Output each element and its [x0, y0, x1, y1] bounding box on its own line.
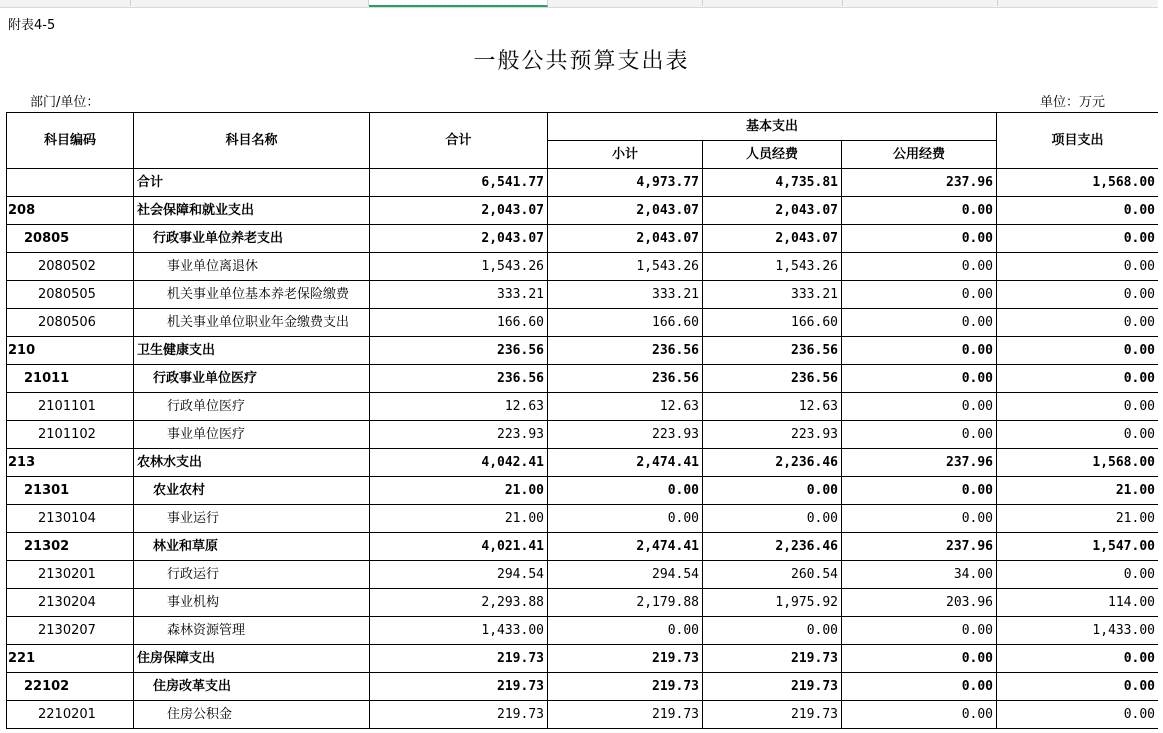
cell-code[interactable]: 2130204 [7, 589, 134, 617]
table-body [7, 169, 1159, 729]
cell-subtotal[interactable]: 4,973.77 [548, 169, 703, 197]
table-row [7, 533, 1159, 561]
cell-personnel[interactable]: 260.54 [703, 561, 842, 589]
cell-public[interactable]: 0.00 [842, 309, 997, 337]
cell-subtotal[interactable]: 0.00 [548, 617, 703, 645]
table-row [7, 645, 1159, 673]
cell-name[interactable]: 行政运行 [134, 561, 370, 589]
cell-project[interactable]: 0.00 [997, 701, 1159, 729]
cell-code[interactable]: 208 [7, 197, 134, 225]
cell-total[interactable]: 219.73 [370, 673, 548, 701]
table-row [7, 281, 1159, 309]
cell-project[interactable]: 1,568.00 [997, 169, 1159, 197]
cell-total[interactable]: 4,042.41 [370, 449, 548, 477]
cell-public[interactable]: 237.96 [842, 169, 997, 197]
table-row [7, 561, 1159, 589]
cell-project[interactable]: 0.00 [997, 561, 1159, 589]
cell-subtotal[interactable]: 223.93 [548, 421, 703, 449]
cell-subtotal[interactable]: 0.00 [548, 505, 703, 533]
department-label: 部门/单位： [30, 95, 100, 110]
cell-total[interactable]: 219.73 [370, 701, 548, 729]
cell-code[interactable]: 2130207 [7, 617, 134, 645]
page-title: 一般公共预算支出表 [473, 49, 690, 74]
cell-project[interactable]: 0.00 [997, 393, 1159, 421]
cell-public[interactable]: 0.00 [842, 477, 997, 505]
cell-public[interactable]: 0.00 [842, 281, 997, 309]
cell-code[interactable]: 221 [7, 645, 134, 673]
cell-public[interactable]: 0.00 [842, 393, 997, 421]
cell-personnel[interactable]: 4,735.81 [703, 169, 842, 197]
header-public[interactable]: 公用经费 [842, 141, 997, 169]
table-row [7, 477, 1159, 505]
cell-project[interactable]: 21.00 [997, 505, 1159, 533]
table-row [7, 337, 1159, 365]
cell-project[interactable]: 0.00 [997, 253, 1159, 281]
cell-name[interactable]: 社会保障和就业支出 [134, 197, 370, 225]
cell-total[interactable]: 333.21 [370, 281, 548, 309]
header-total[interactable]: 合计 [370, 113, 548, 169]
cell-name[interactable]: 机关事业单位基本养老保险缴费 [134, 281, 370, 309]
cell-personnel[interactable]: 2,236.46 [703, 449, 842, 477]
cell-total[interactable]: 1,543.26 [370, 253, 548, 281]
cell-subtotal[interactable]: 2,043.07 [548, 197, 703, 225]
cell-personnel[interactable]: 219.73 [703, 673, 842, 701]
cell-total[interactable]: 294.54 [370, 561, 548, 589]
cell-total[interactable]: 2,293.88 [370, 589, 548, 617]
budget-table [6, 112, 1159, 729]
cell-project[interactable]: 0.00 [997, 197, 1159, 225]
cell-subtotal[interactable]: 333.21 [548, 281, 703, 309]
cell-project[interactable]: 0.00 [997, 673, 1159, 701]
cell-personnel[interactable]: 333.21 [703, 281, 842, 309]
table-row [7, 253, 1159, 281]
cell-code[interactable]: 2130104 [7, 505, 134, 533]
header-code[interactable]: 科目编码 [7, 113, 134, 169]
cell-subtotal[interactable]: 236.56 [548, 365, 703, 393]
cell-public[interactable]: 0.00 [842, 337, 997, 365]
cell-name[interactable]: 住房改革支出 [134, 673, 370, 701]
cell-subtotal[interactable]: 12.63 [548, 393, 703, 421]
cell-public[interactable]: 237.96 [842, 449, 997, 477]
sheet-tab[interactable] [0, 0, 131, 6]
cell-name[interactable]: 行政事业单位养老支出 [134, 225, 370, 253]
cell-name[interactable]: 行政单位医疗 [134, 393, 370, 421]
cell-public[interactable]: 0.00 [842, 365, 997, 393]
header-subtotal[interactable]: 小计 [548, 141, 703, 169]
sheet-tab[interactable] [130, 0, 369, 6]
cell-code[interactable]: 2080505 [7, 281, 134, 309]
cell-public[interactable]: 0.00 [842, 421, 997, 449]
cell-project[interactable]: 0.00 [997, 645, 1159, 673]
cell-code[interactable]: 21302 [7, 533, 134, 561]
cell-project[interactable]: 114.00 [997, 589, 1159, 617]
table-row [7, 673, 1159, 701]
sheet-label: 附表4-5 [8, 18, 56, 33]
cell-public[interactable]: 0.00 [842, 253, 997, 281]
cell-code[interactable]: 210 [7, 337, 134, 365]
cell-code[interactable]: 21011 [7, 365, 134, 393]
sheet-tab[interactable] [842, 0, 998, 6]
cell-name[interactable]: 事业单位医疗 [134, 421, 370, 449]
cell-personnel[interactable]: 12.63 [703, 393, 842, 421]
cell-total[interactable]: 12.63 [370, 393, 548, 421]
cell-total[interactable]: 219.73 [370, 645, 548, 673]
cell-subtotal[interactable]: 294.54 [548, 561, 703, 589]
window-edge [1158, 0, 1163, 733]
cell-subtotal[interactable]: 219.73 [548, 701, 703, 729]
cell-code[interactable]: 2101101 [7, 393, 134, 421]
cell-project[interactable]: 1,547.00 [997, 533, 1159, 561]
cell-code[interactable]: 2210201 [7, 701, 134, 729]
cell-public[interactable]: 0.00 [842, 197, 997, 225]
cell-code[interactable]: 21301 [7, 477, 134, 505]
cell-subtotal[interactable]: 219.73 [548, 673, 703, 701]
cell-code[interactable]: 2130201 [7, 561, 134, 589]
table-row [7, 309, 1159, 337]
table-row [7, 197, 1159, 225]
cell-personnel[interactable]: 2,043.07 [703, 197, 842, 225]
header-project[interactable]: 项目支出 [997, 113, 1159, 169]
cell-subtotal[interactable]: 2,179.88 [548, 589, 703, 617]
cell-total[interactable]: 236.56 [370, 337, 548, 365]
unit-label: 单位：万元 [1040, 95, 1106, 110]
cell-subtotal[interactable]: 2,043.07 [548, 225, 703, 253]
cell-total[interactable]: 6,541.77 [370, 169, 548, 197]
header-basic[interactable]: 基本支出 [548, 113, 997, 141]
cell-subtotal[interactable]: 2,474.41 [548, 533, 703, 561]
table-row [7, 169, 1159, 197]
cell-name[interactable]: 住房保障支出 [134, 645, 370, 673]
cell-name[interactable]: 合计 [134, 169, 370, 197]
table-row [7, 225, 1159, 253]
cell-public[interactable]: 0.00 [842, 505, 997, 533]
cell-project[interactable]: 1,433.00 [997, 617, 1159, 645]
cell-name[interactable]: 农林水支出 [134, 449, 370, 477]
sheet-tab-active[interactable] [369, 0, 548, 7]
cell-total[interactable]: 2,043.07 [370, 197, 548, 225]
cell-total[interactable]: 21.00 [370, 505, 548, 533]
cell-name[interactable]: 卫生健康支出 [134, 337, 370, 365]
cell-subtotal[interactable]: 0.00 [548, 477, 703, 505]
cell-subtotal[interactable]: 166.60 [548, 309, 703, 337]
cell-personnel[interactable]: 236.56 [703, 365, 842, 393]
table-row [7, 449, 1159, 477]
cell-name[interactable]: 住房公积金 [134, 701, 370, 729]
cell-total[interactable]: 166.60 [370, 309, 548, 337]
cell-personnel[interactable]: 219.73 [703, 645, 842, 673]
cell-public[interactable]: 0.00 [842, 673, 997, 701]
cell-name[interactable]: 事业机构 [134, 589, 370, 617]
cell-project[interactable]: 0.00 [997, 225, 1159, 253]
cell-total[interactable]: 4,021.41 [370, 533, 548, 561]
cell-personnel[interactable]: 166.60 [703, 309, 842, 337]
cell-code[interactable]: 2080506 [7, 309, 134, 337]
header-name[interactable]: 科目名称 [134, 113, 370, 169]
cell-personnel[interactable]: 0.00 [703, 477, 842, 505]
cell-personnel[interactable]: 2,236.46 [703, 533, 842, 561]
cell-total[interactable]: 223.93 [370, 421, 548, 449]
table-row [7, 393, 1159, 421]
cell-name[interactable]: 事业单位离退休 [134, 253, 370, 281]
sheet-tab-bar [0, 0, 1163, 8]
cell-personnel[interactable]: 2,043.07 [703, 225, 842, 253]
cell-code[interactable] [7, 169, 134, 197]
cell-project[interactable]: 0.00 [997, 281, 1159, 309]
cell-personnel[interactable]: 1,975.92 [703, 589, 842, 617]
cell-total[interactable]: 236.56 [370, 365, 548, 393]
cell-name[interactable]: 农业农村 [134, 477, 370, 505]
table-row [7, 505, 1159, 533]
table-row [7, 701, 1159, 729]
cell-subtotal[interactable]: 219.73 [548, 645, 703, 673]
cell-project[interactable]: 21.00 [997, 477, 1159, 505]
cell-public[interactable]: 0.00 [842, 701, 997, 729]
cell-code[interactable]: 22102 [7, 673, 134, 701]
cell-personnel[interactable]: 0.00 [703, 505, 842, 533]
cell-name[interactable]: 森林资源管理 [134, 617, 370, 645]
cell-public[interactable]: 34.00 [842, 561, 997, 589]
cell-public[interactable]: 203.96 [842, 589, 997, 617]
cell-subtotal[interactable]: 1,543.26 [548, 253, 703, 281]
cell-project[interactable]: 0.00 [997, 421, 1159, 449]
cell-project[interactable]: 0.00 [997, 337, 1159, 365]
cell-code[interactable]: 213 [7, 449, 134, 477]
budget-table-container [6, 112, 1159, 729]
sheet-tab[interactable] [548, 0, 703, 6]
cell-subtotal[interactable]: 236.56 [548, 337, 703, 365]
cell-name[interactable]: 行政事业单位医疗 [134, 365, 370, 393]
cell-personnel[interactable]: 223.93 [703, 421, 842, 449]
header-personnel[interactable]: 人员经费 [703, 141, 842, 169]
cell-personnel[interactable]: 1,543.26 [703, 253, 842, 281]
cell-name[interactable]: 机关事业单位职业年金缴费支出 [134, 309, 370, 337]
cell-code[interactable]: 2080502 [7, 253, 134, 281]
cell-total[interactable]: 1,433.00 [370, 617, 548, 645]
cell-total[interactable]: 21.00 [370, 477, 548, 505]
cell-name[interactable]: 事业运行 [134, 505, 370, 533]
cell-subtotal[interactable]: 2,474.41 [548, 449, 703, 477]
table-row [7, 589, 1159, 617]
cell-public[interactable]: 0.00 [842, 617, 997, 645]
cell-code[interactable]: 2101102 [7, 421, 134, 449]
cell-project[interactable]: 1,568.00 [997, 449, 1159, 477]
cell-personnel[interactable]: 236.56 [703, 337, 842, 365]
cell-personnel[interactable]: 219.73 [703, 701, 842, 729]
cell-project[interactable]: 0.00 [997, 365, 1159, 393]
table-row [7, 421, 1159, 449]
cell-name[interactable]: 林业和草原 [134, 533, 370, 561]
table-row [7, 617, 1159, 645]
cell-public[interactable]: 0.00 [842, 225, 997, 253]
cell-public[interactable]: 0.00 [842, 645, 997, 673]
cell-personnel[interactable]: 0.00 [703, 617, 842, 645]
table-row [7, 365, 1159, 393]
sheet-tab[interactable] [702, 0, 843, 6]
cell-total[interactable]: 2,043.07 [370, 225, 548, 253]
cell-public[interactable]: 237.96 [842, 533, 997, 561]
cell-code[interactable]: 20805 [7, 225, 134, 253]
cell-project[interactable]: 0.00 [997, 309, 1159, 337]
